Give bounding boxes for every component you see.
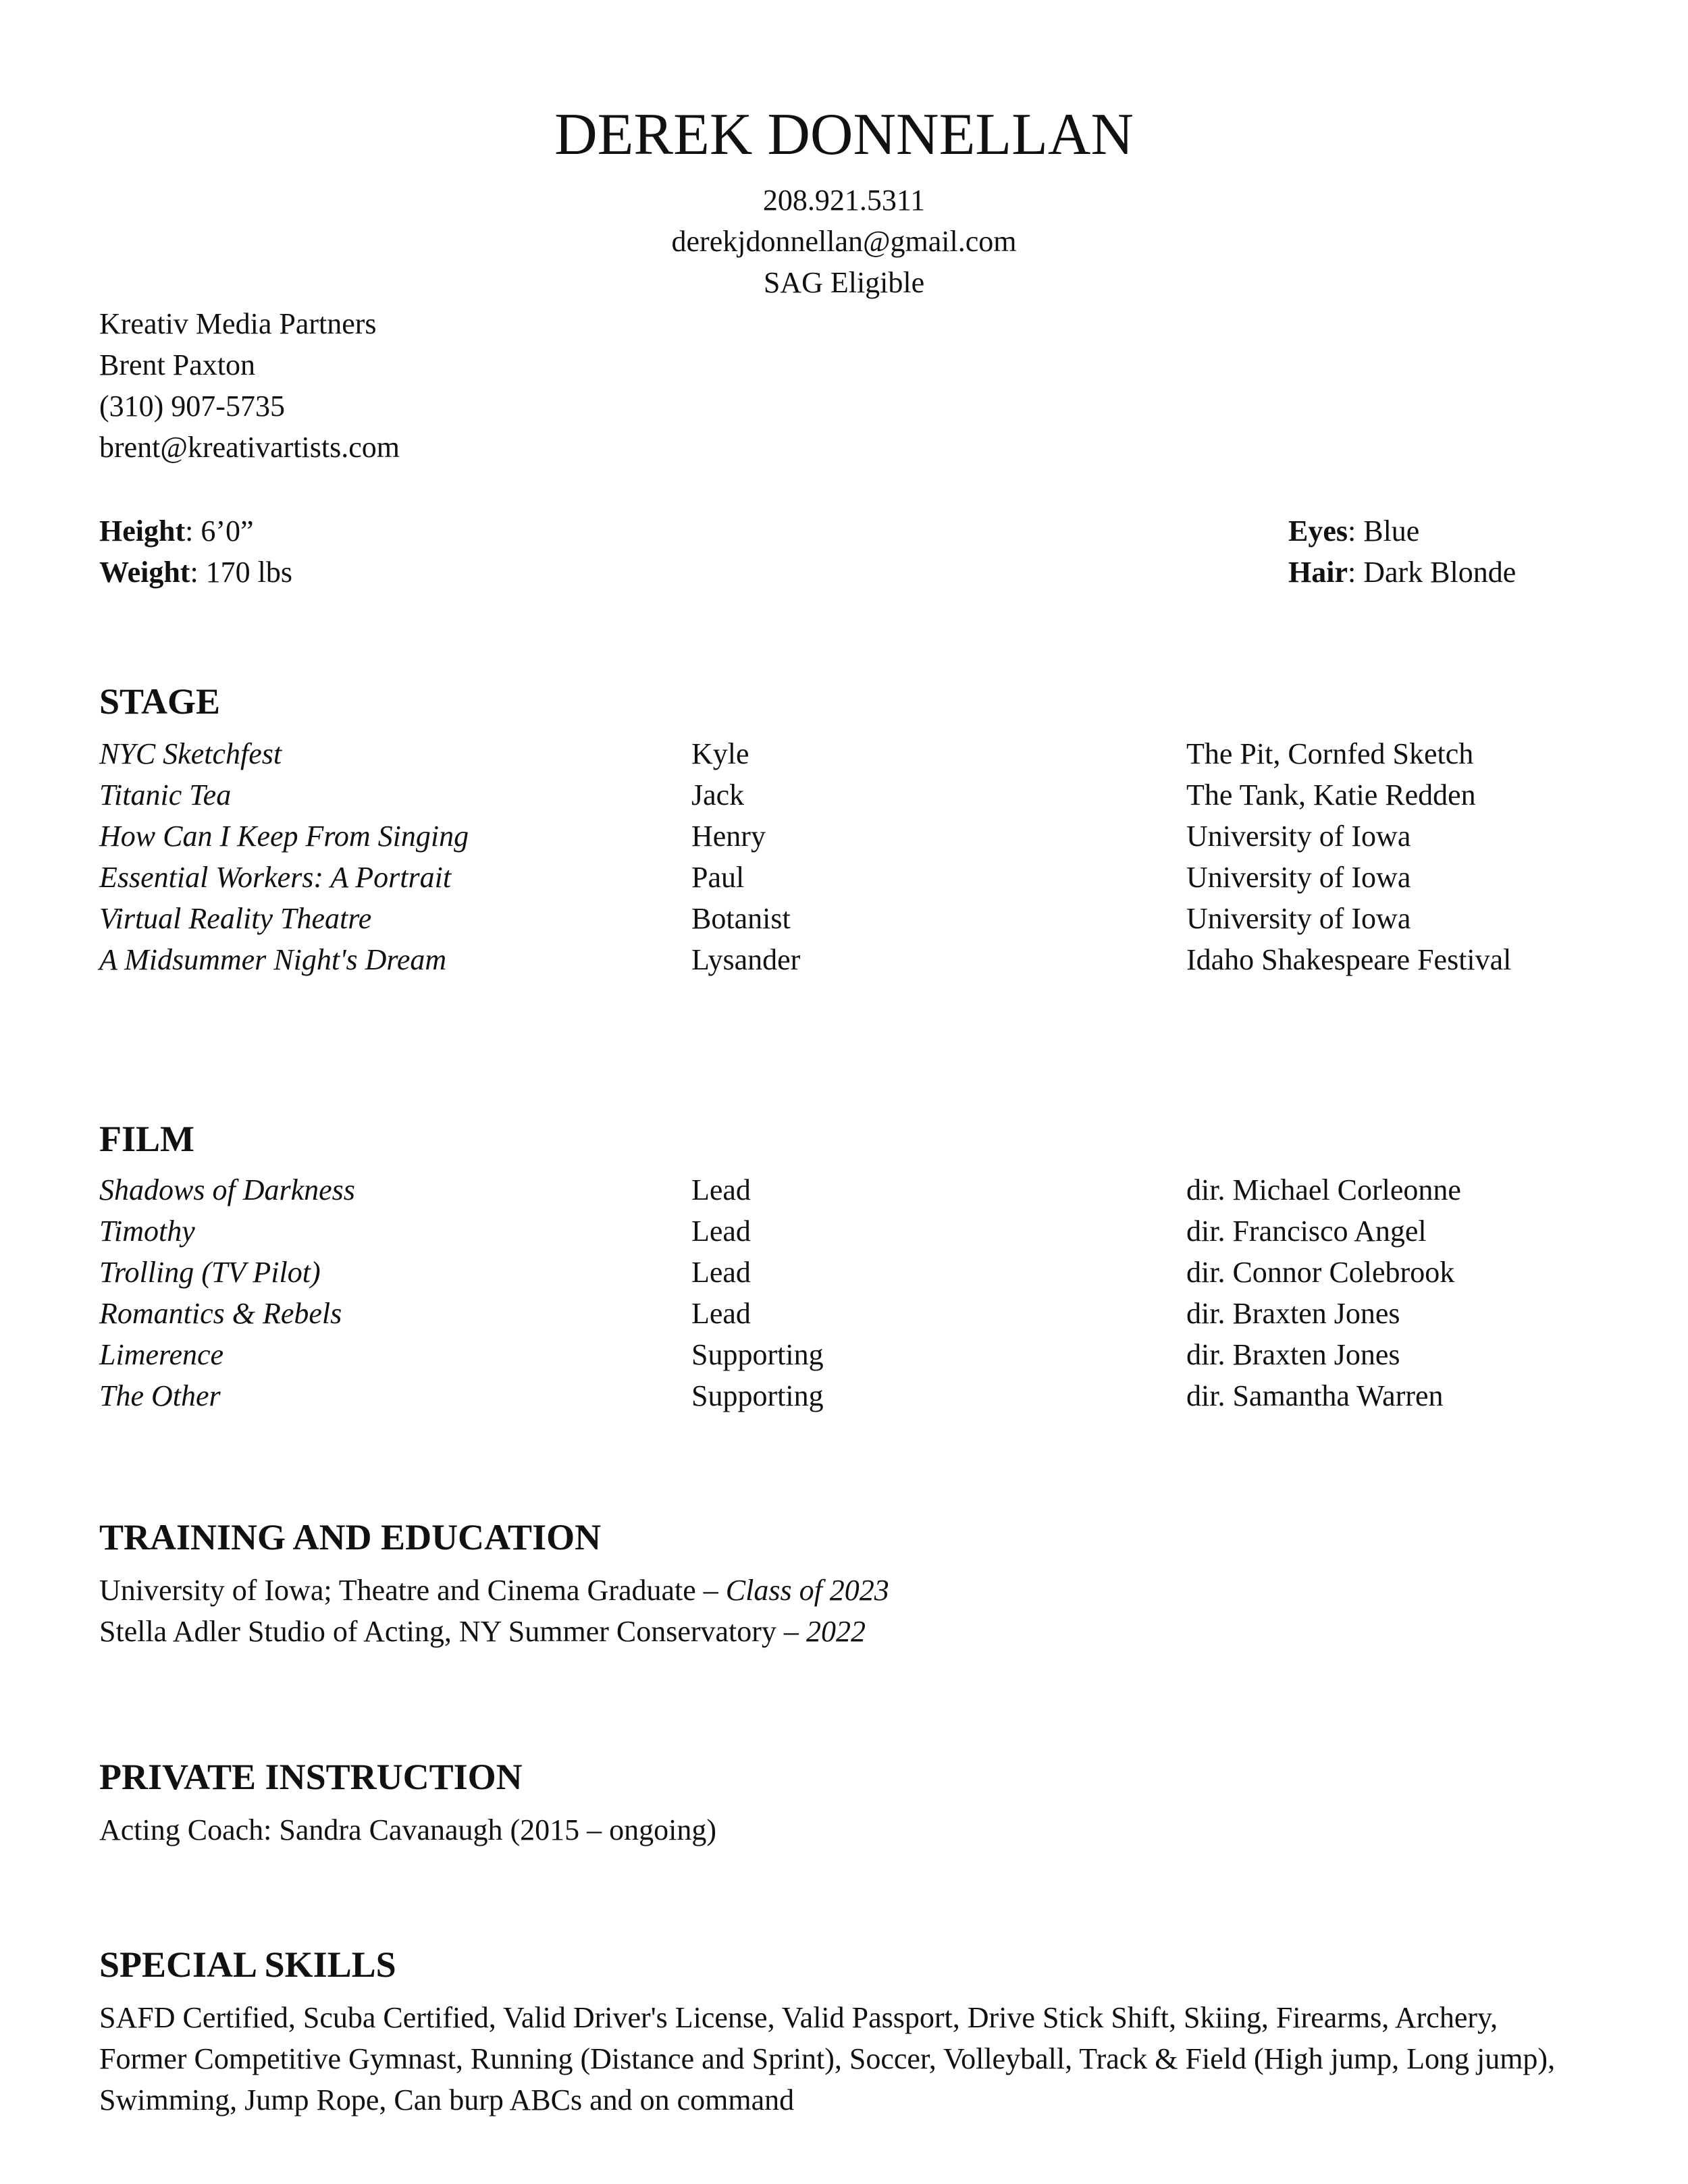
training-text: University of Iowa; Theatre and Cinema Graduate –	[99, 1574, 726, 1607]
stat-weight	[99, 552, 292, 593]
special-skills-list	[99, 1997, 1625, 2121]
private-instruction-item: Acting Coach: Sandra Cavanaugh (2015 – ongoing)	[99, 1813, 717, 1846]
stat-weight-label: Weight	[99, 556, 190, 589]
credit-role: Supporting	[691, 1379, 824, 1412]
stat-eyes-value: : Blue	[1348, 514, 1420, 548]
email-address: derekjdonnellan@gmail.com	[671, 225, 1017, 258]
training-item	[99, 1570, 889, 1611]
agent-phone: (310) 907-5735	[99, 390, 285, 423]
training-item	[99, 1611, 889, 1652]
credit-venue: The Pit, Cornfed Sketch	[1186, 737, 1474, 770]
credit-director: dir. Francisco Angel	[1186, 1215, 1427, 1248]
agent-email: brent@kreativartists.com	[99, 431, 400, 464]
agency-block	[99, 303, 400, 468]
contact-block	[0, 180, 1688, 303]
credit-director: dir. Braxten Jones	[1186, 1338, 1400, 1371]
credit-title: NYC Sketchfest	[99, 737, 282, 770]
training-list	[99, 1570, 889, 1652]
credit-role: Lysander	[691, 943, 801, 976]
credit-role: Henry	[691, 820, 766, 853]
credit-title: Shadows of Darkness	[99, 1173, 355, 1206]
stat-height	[99, 510, 292, 552]
credit-role: Lead	[691, 1215, 751, 1248]
stat-hair-value: : Dark Blonde	[1347, 556, 1516, 589]
private-instruction-list	[99, 1809, 716, 1850]
training-heading: TRAINING AND EDUCATION	[99, 1517, 602, 1557]
stat-hair	[1288, 552, 1516, 593]
credit-role: Supporting	[691, 1338, 824, 1371]
stats-right	[1288, 510, 1516, 593]
credit-title: Essential Workers: A Portrait	[99, 861, 452, 894]
stat-eyes-label: Eyes	[1288, 514, 1348, 548]
agent-name: Brent Paxton	[99, 348, 255, 381]
training-text: Stella Adler Studio of Acting, NY Summer Conservatory –	[99, 1615, 806, 1648]
credit-role: Botanist	[691, 902, 791, 935]
credit-title: Limerence	[99, 1338, 224, 1371]
credit-title: The Other	[99, 1379, 221, 1412]
credit-title: A Midsummer Night's Dream	[99, 943, 447, 976]
private-instruction-heading: PRIVATE INSTRUCTION	[99, 1757, 523, 1797]
credit-venue: University of Iowa	[1186, 902, 1411, 935]
credit-venue: Idaho Shakespeare Festival	[1186, 943, 1512, 976]
credit-role: Lead	[691, 1256, 751, 1289]
credit-title: Virtual Reality Theatre	[99, 902, 372, 935]
credit-director: dir. Braxten Jones	[1186, 1297, 1400, 1330]
training-detail: Class of 2023	[725, 1574, 889, 1607]
credit-role: Lead	[691, 1173, 751, 1206]
actor-name: DEREK DONNELLAN	[554, 102, 1134, 167]
special-skills-heading: SPECIAL SKILLS	[99, 1944, 396, 1985]
stage-heading: STAGE	[99, 681, 221, 722]
training-detail: 2022	[806, 1615, 866, 1648]
credit-title: Titanic Tea	[99, 778, 232, 811]
skills-line: Former Competitive Gymnast, Running (Distance and Sprint), Soccer, Volleyball, Track & Field (High jump, Long jump),	[99, 2042, 1556, 2075]
credit-role: Kyle	[691, 737, 749, 770]
union-status: SAG Eligible	[763, 266, 925, 299]
stat-height-label: Height	[99, 514, 186, 548]
credit-director: dir. Samantha Warren	[1186, 1379, 1444, 1412]
stat-hair-label: Hair	[1288, 556, 1348, 589]
skills-line: SAFD Certified, Scuba Certified, Valid Driver's License, Valid Passport, Drive Stick Shift, Skiing, Firearms, Archery,	[99, 2001, 1498, 2034]
stat-eyes	[1288, 510, 1516, 552]
credit-title: Romantics & Rebels	[99, 1297, 342, 1330]
credit-venue: The Tank, Katie Redden	[1186, 778, 1476, 811]
credit-venue: University of Iowa	[1186, 820, 1411, 853]
credit-title: Trolling (TV Pilot)	[99, 1256, 321, 1289]
credit-title: Timothy	[99, 1215, 195, 1248]
film-heading: FILM	[99, 1119, 194, 1159]
credit-venue: University of Iowa	[1186, 861, 1411, 894]
credit-role: Lead	[691, 1297, 751, 1330]
stats-left	[99, 510, 292, 593]
phone-number: 208.921.5311	[762, 184, 926, 217]
credit-title: How Can I Keep From Singing	[99, 820, 469, 853]
stat-height-value: : 6’0”	[185, 514, 254, 548]
credit-role: Paul	[691, 861, 745, 894]
credit-role: Jack	[691, 778, 745, 811]
agency-company: Kreativ Media Partners	[99, 307, 377, 340]
credit-director: dir. Connor Colebrook	[1186, 1256, 1455, 1289]
credit-director: dir. Michael Corleonne	[1186, 1173, 1461, 1206]
stat-weight-value: : 170 lbs	[190, 556, 293, 589]
skills-line: Swimming, Jump Rope, Can burp ABCs and on command	[99, 2083, 795, 2116]
